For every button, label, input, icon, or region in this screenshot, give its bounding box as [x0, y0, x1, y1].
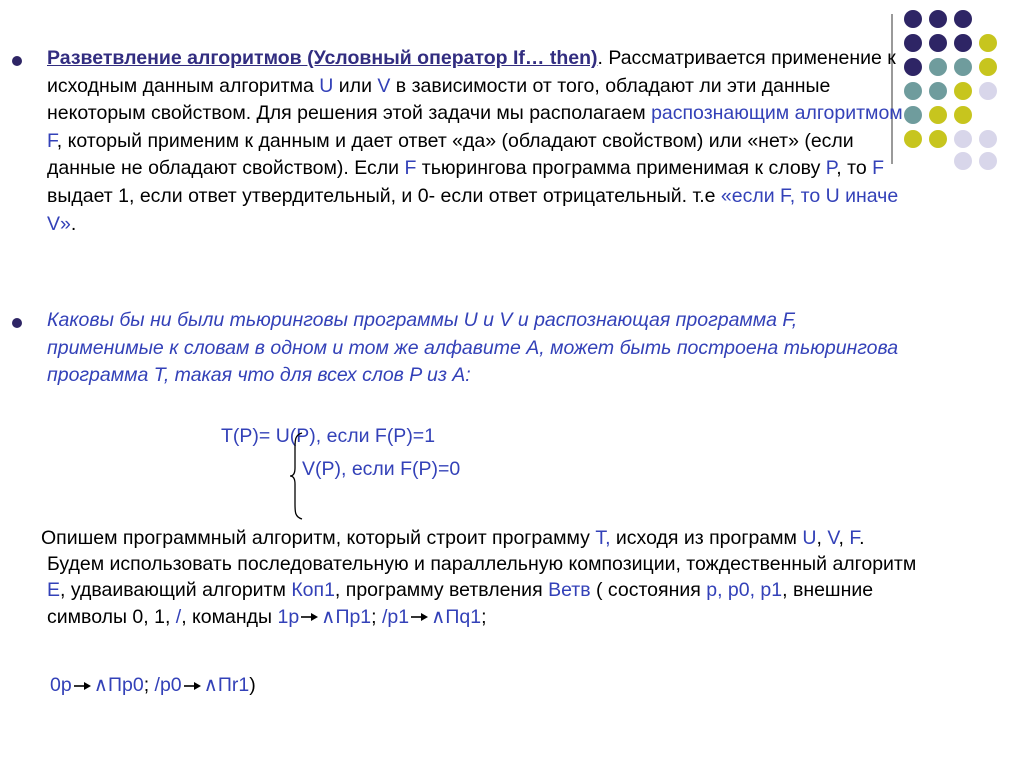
curly-brace: [289, 432, 303, 520]
text-segment: Каковы бы ни были тьюринговы программы U и V и распознающая программа F, применимые к словам в одном и том же алфавите A, может быть построена тьюрингова программа T, такая что для всех слов P из A:: [47, 309, 899, 387]
decorative-dot: [979, 58, 997, 76]
arrow-icon: [182, 674, 204, 696]
paragraph-commands-continued: [50, 672, 256, 699]
text-segment: p, p0, p1: [706, 579, 783, 602]
bullet-1: [12, 56, 22, 66]
text-segment: ,: [838, 527, 850, 549]
paragraph-branching: [47, 45, 917, 238]
decorative-dot: [954, 34, 972, 52]
text-segment: ∧Пp1: [321, 605, 372, 628]
text-segment: V: [377, 74, 391, 97]
text-segment: /p0: [154, 674, 182, 696]
formula-line-1: T(P)= U(P), если F(P)=1: [221, 425, 436, 447]
text-segment: , который применим к данным и дает ответ «да» (обладают свойством) или «нет» (если данные не обладают свойством). Если: [47, 129, 854, 180]
text-segment: , программу ветвления: [334, 579, 549, 602]
decorative-dot: [929, 106, 947, 124]
decorative-dot: [979, 130, 997, 148]
text-segment: ;: [371, 605, 382, 628]
text-segment: «если F, то U иначе V»: [47, 184, 899, 235]
text-segment: T,: [595, 527, 611, 549]
decorative-dot: [954, 82, 972, 100]
text-segment: .: [70, 212, 77, 235]
text-segment: F: [404, 157, 417, 180]
arrow-icon: [409, 606, 431, 628]
decorative-dot: [929, 10, 947, 28]
text-segment: Ветв: [548, 579, 591, 602]
text-segment: ∧Пp0: [93, 674, 144, 696]
decorative-dot: [954, 106, 972, 124]
text-segment: 0p: [50, 674, 72, 696]
text-segment: исходя из программ: [610, 527, 803, 549]
arrow-icon: [299, 606, 321, 628]
decorative-dot: [904, 10, 922, 28]
text-segment: ∧Пq1: [431, 605, 482, 628]
text-segment: выдает 1, если ответ утвердительный, и 0- если ответ отрицательный. т.е: [47, 184, 721, 207]
text-segment: 1p: [277, 605, 300, 628]
text-segment: V: [827, 527, 839, 549]
text-segment: ;: [143, 674, 155, 696]
text-segment: /: [175, 605, 182, 628]
text-segment: ): [249, 674, 256, 696]
text-segment: P: [825, 157, 837, 180]
text-segment: ∧Пr1: [203, 674, 250, 696]
decorative-dot: [929, 82, 947, 100]
paragraph-algorithm-description: [41, 525, 927, 630]
paragraph-theorem: [47, 307, 917, 390]
decorative-dot: [954, 58, 972, 76]
text-segment: ,: [816, 527, 828, 549]
decorative-dot: [979, 152, 997, 170]
text-segment: , удваивающий алгоритм: [60, 579, 292, 602]
text-segment: E: [47, 579, 61, 602]
text-segment: , то: [836, 157, 873, 180]
text-segment: U: [802, 527, 817, 549]
decorative-dot: [929, 130, 947, 148]
text-segment: , команды: [181, 605, 278, 628]
decorative-dot: [954, 152, 972, 170]
text-segment: Опишем программный алгоритм, который строит программу: [41, 527, 596, 549]
text-segment: ( состояния: [590, 579, 707, 602]
decorative-dot: [954, 130, 972, 148]
text-segment: F: [872, 157, 885, 180]
text-segment: , внешние символы 0, 1,: [47, 579, 874, 628]
text-segment: Коп1: [291, 579, 335, 602]
text-segment: F: [849, 527, 860, 549]
decorative-dot: [954, 10, 972, 28]
text-segment: в зависимости от того, обладают ли эти данные некоторым свойством. Для решения этой задачи мы располагаем: [47, 74, 831, 125]
text-segment: /p1: [382, 605, 410, 628]
bullet-2: [12, 318, 22, 328]
decorative-dot: [929, 58, 947, 76]
text-segment: ;: [481, 605, 487, 628]
text-segment: или: [333, 74, 378, 97]
text-segment: . Будем использовать последовательную и параллельную композиции, тождественный алгоритм: [47, 527, 917, 576]
formula-line-2: V(P), если F(P)=0: [302, 458, 461, 480]
decorative-dot: [929, 34, 947, 52]
decorative-dot: [979, 34, 997, 52]
text-segment: Разветвление алгоритмов (Условный оператор If… then): [47, 47, 598, 69]
text-segment: тьюрингова программа применимая к слову: [416, 157, 826, 180]
text-segment: . Рассматривается применение к исходным данным алгоритма: [47, 47, 896, 97]
arrow-icon: [72, 674, 94, 696]
text-segment: U: [319, 74, 334, 97]
decorative-dot: [979, 82, 997, 100]
text-segment: распознающим алгоритмом F: [47, 102, 903, 152]
